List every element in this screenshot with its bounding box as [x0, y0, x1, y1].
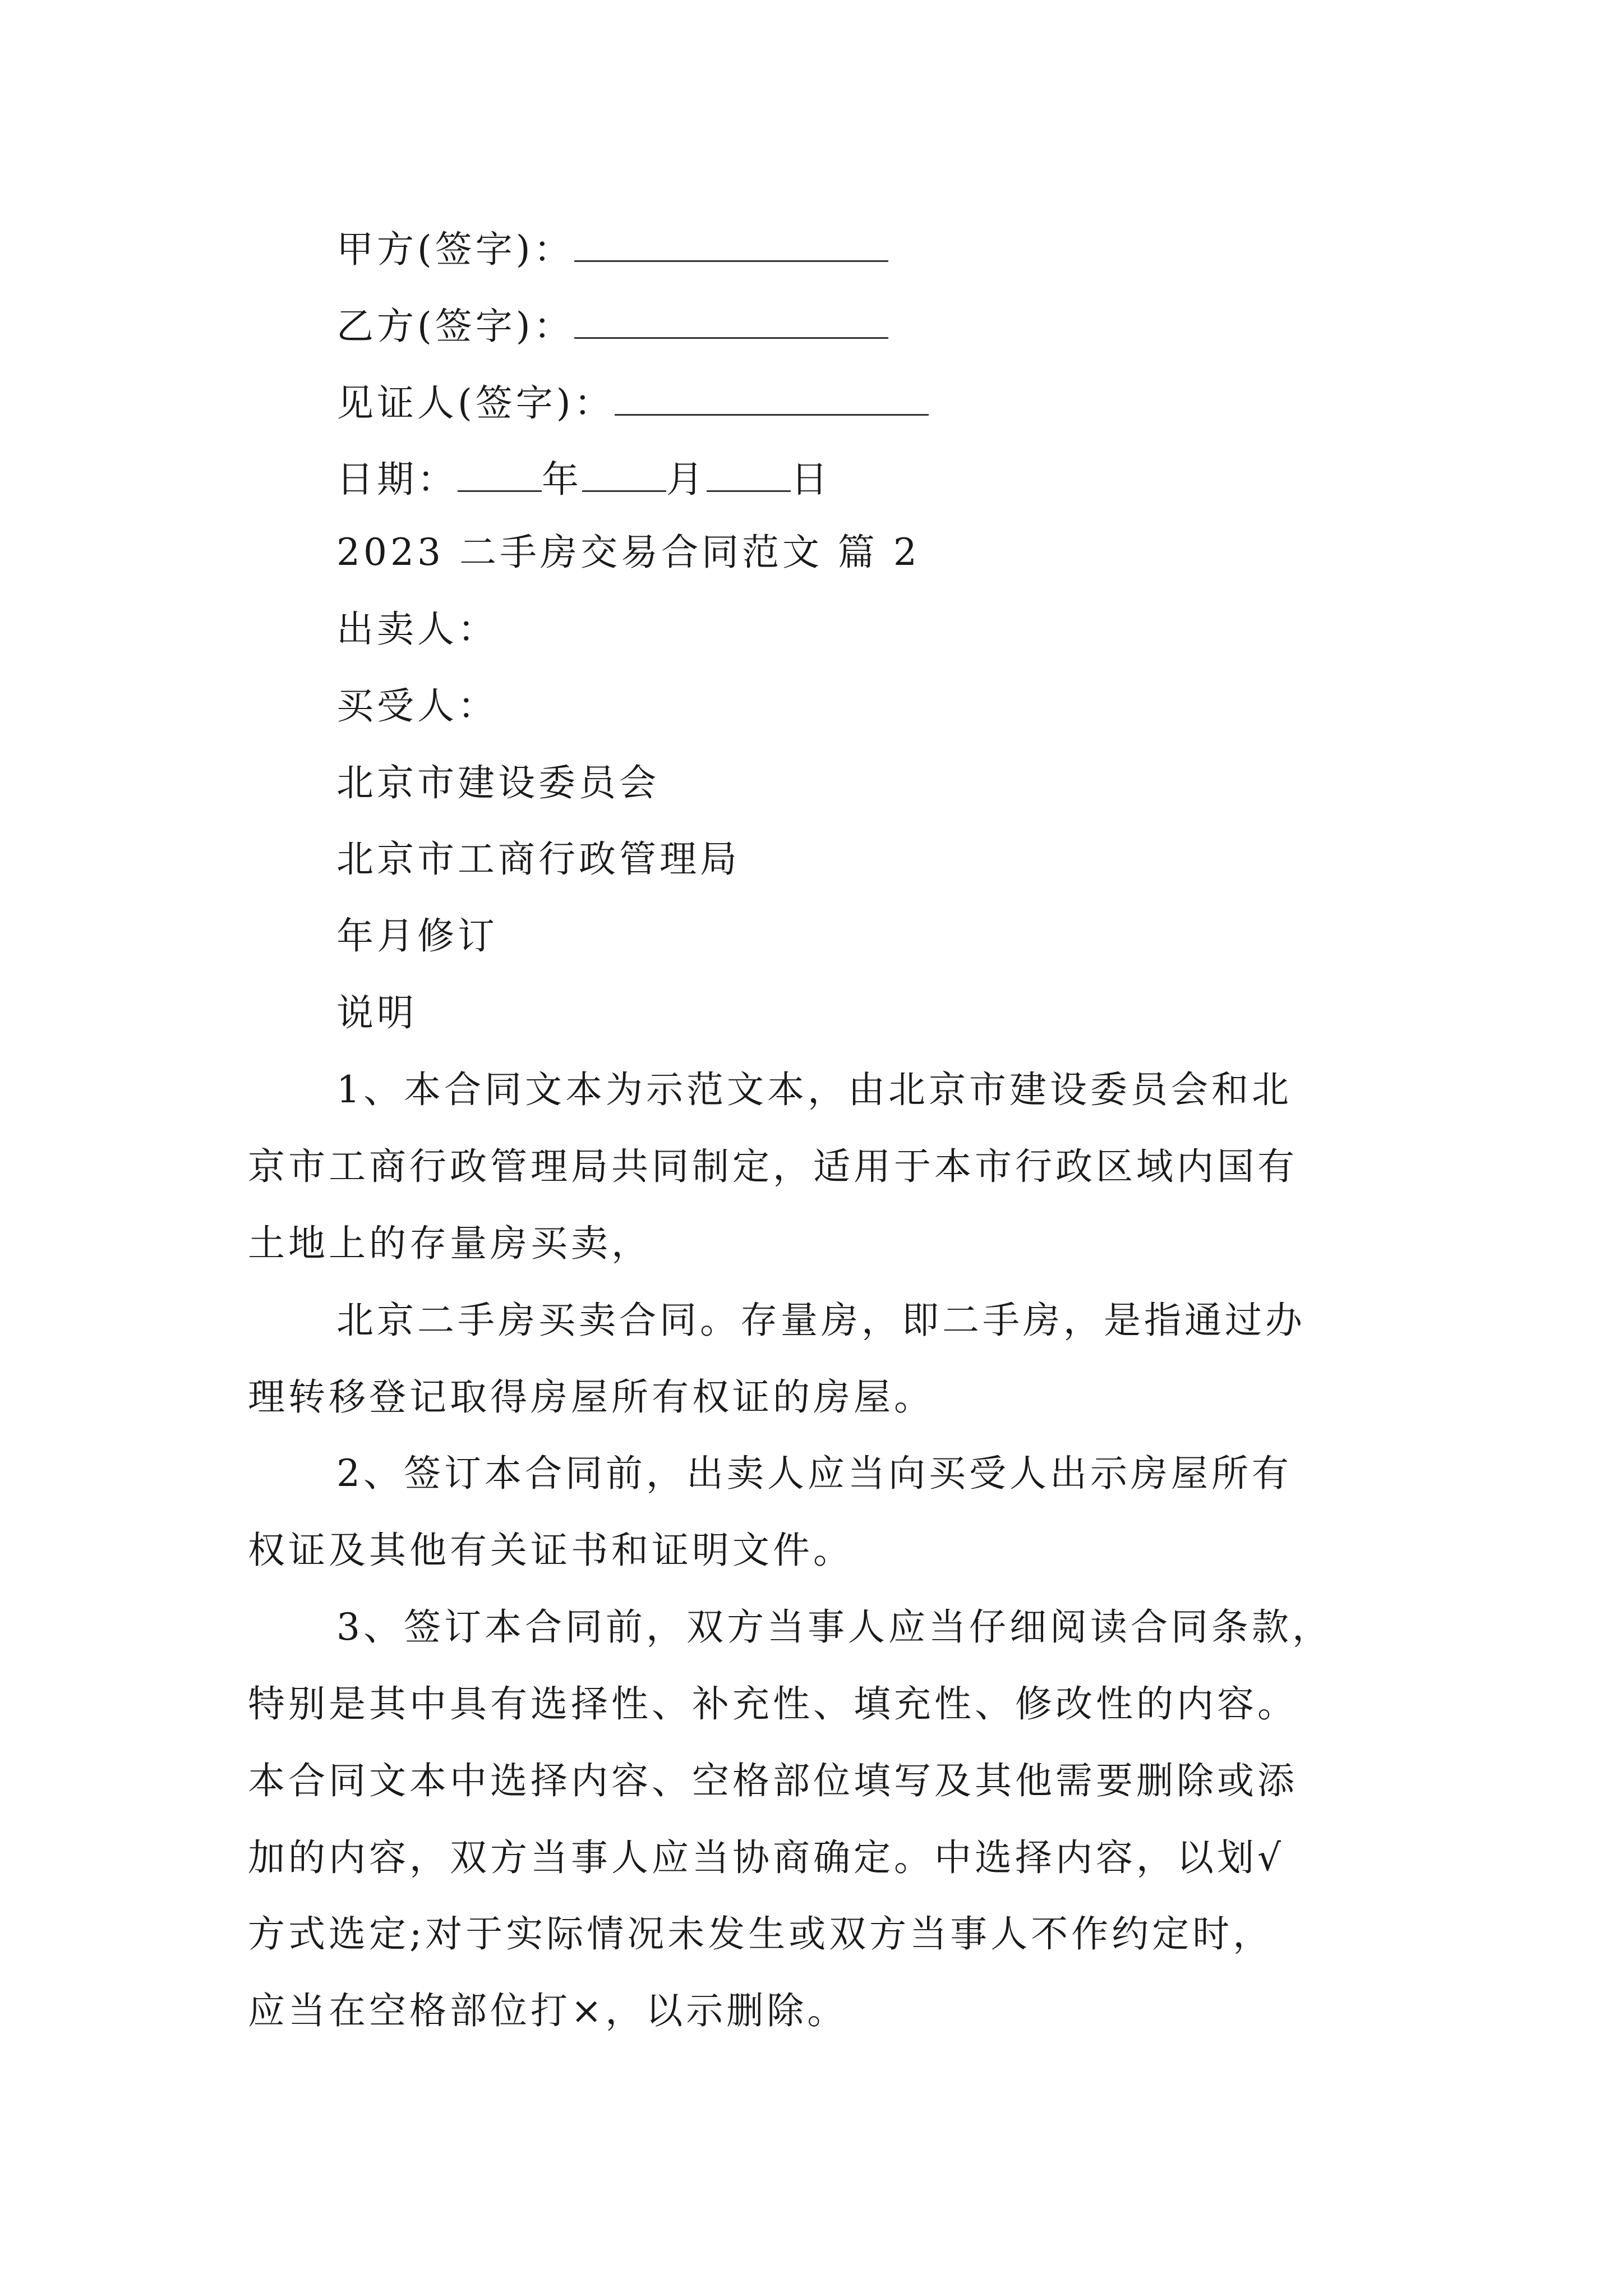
issuer-commerce-bureau: 北京市工商行政管理局 [336, 838, 740, 881]
revision-note: 年月修订 [336, 914, 498, 958]
paragraph-3-line-2: 权证及其他有关证书和证明文件。 [248, 1529, 854, 1572]
party-a-label: 甲方(签字)： [336, 228, 574, 271]
witness-signature-line [336, 377, 929, 426]
year-blank[interactable] [458, 453, 542, 492]
paragraph-2-line-1: 北京二手房买卖合同。存量房，即二手房，是指通过办 [336, 1299, 1306, 1342]
witness-label: 见证人(签字)： [336, 381, 615, 425]
day-label: 日 [791, 458, 831, 501]
day-blank[interactable] [707, 453, 791, 492]
paragraph-4-line-1: 3、签订本合同前，双方当事人应当仔细阅读合同条款， [336, 1605, 1332, 1649]
month-blank[interactable] [582, 453, 666, 492]
date-line [336, 453, 831, 502]
paragraph-1-line-1: 1、本合同文本为示范文本，由北京市建设委员会和北 [336, 1068, 1292, 1111]
issuer-construction-committee: 北京市建设委员会 [336, 761, 660, 804]
paragraph-3-line-1: 2、签订本合同前，出卖人应当向买受人出示房屋所有 [336, 1452, 1292, 1495]
date-label: 日期： [336, 458, 458, 501]
seller-label: 出卖人： [336, 608, 498, 651]
paragraph-4-line-3: 本合同文本中选择内容、空格部位填写及其他需要删除或添 [248, 1759, 1298, 1802]
paragraph-2-line-2: 理转移登记取得房屋所有权证的房屋。 [248, 1375, 934, 1419]
paragraph-1-line-2: 京市工商行政管理局共同制定，适用于本市行政区域内国有 [248, 1145, 1298, 1188]
paragraph-1-line-3: 土地上的存量房买卖， [248, 1222, 652, 1265]
party-a-signature-line [336, 223, 888, 272]
party-b-signature-line [336, 300, 888, 349]
contract-heading: 2023 二手房交易合同范文 篇 2 [336, 531, 920, 574]
paragraph-4-line-6: 应当在空格部位打×，以示删除。 [248, 1989, 848, 2032]
buyer-label: 买受人： [336, 684, 498, 728]
explanation-title: 说明 [336, 991, 417, 1034]
party-b-label: 乙方(签字)： [336, 305, 574, 348]
paragraph-4-line-5: 方式选定;对于实际情况未发生或双方当事人不作约定时， [248, 1912, 1274, 1955]
month-label: 月 [666, 458, 707, 501]
party-b-blank[interactable] [574, 300, 888, 339]
paragraph-4-line-2: 特别是其中具有选择性、补充性、填充性、修改性的内容。 [248, 1682, 1298, 1726]
year-label: 年 [542, 458, 582, 501]
party-a-blank[interactable] [574, 223, 888, 262]
witness-blank[interactable] [615, 377, 929, 416]
paragraph-4-line-4: 加的内容，双方当事人应当协商确定。中选择内容，以划√ [248, 1836, 1285, 1879]
